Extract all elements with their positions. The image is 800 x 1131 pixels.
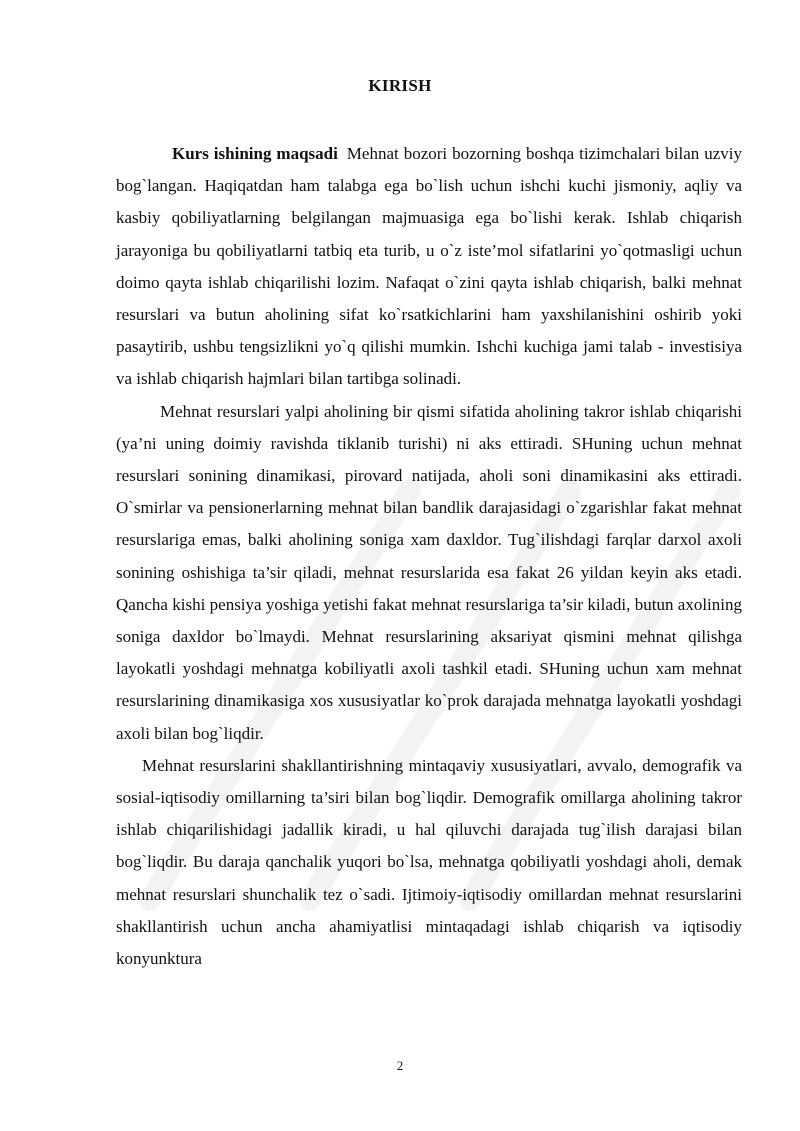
page-title: KIRISH [368,76,432,95]
paragraph-3: Mehnat resurslarini shakllantirishning mintaqaviy xususiyatlari, avvalo, demografik va sosial-iqtisodiy omillarning ta’siri bilan bog`liqdir. Demografik omillarga aholining takror ishlab chiqarilishidagi jadallik kiradi, u hal qiluvchi darajada tug`ilish darajasi bilan bog`liqdir. Bu daraja qanchalik yuqori bo`lsa, mehnatga qobiliyatli yoshdagi aholi, demak mehnat resurslari shunchalik tez o`sadi. Ijtimoiy-iqtisodiy omillardan mehnat resurslarini shakllantirish uchun ancha ahamiyatlisi mintaqadagi ishlab chiqarish va iqtisodiy konyunktura [116,755,742,969]
lead-phrase: Kurs ishining maqsadi [172,144,338,163]
paragraph-1 [116,138,742,396]
page-number: 2 [396,1058,404,1073]
paragraph-1-text: Mehnat bozori bozorning boshqa tizimchalari bilan uzviy bog`langan. Haqiqatdan ham talabga ega bo`lish uchun ishchi kuchi jismoniy, aqliy va kasbiy qobiliyatlarning belgilangan majmuasiga ega bo`lishi kerak. Ishlab chiqarish jarayoniga bu qobiliyatlarni tatbiq eta turib, u o`z iste’mol sifatlarini yo`qotmasligi uchun doimo qayta ishlab chiqarilishi lozim. Nafaqat o`zini qayta ishlab chiqarish, balki mehnat resurslari va butun aholining sifat ko`rsatkichlarini ham yaxshilanishini oshirib yoki pasaytirib, ushbu tengsizlikni yo`q qilishi mumkin. Ishchi kuchiga jami talab - investisiya va ishlab chiqarish hajmlari bilan tartibga solinadi. [116,144,742,389]
document-body [116,138,742,975]
paragraph-2: Mehnat resurslari yalpi aholining bir qismi sifatida aholining takror ishlab chiqarishi (ya’ni uning doimiy ravishda tiklanib turishi) ni aks ettiradi. SHuning uchun mehnat resurslari sonining dinamikasi, pirovard natijada, aholi soni dinamikasini aks ettiradi. O`smirlar va pensionerlarning mehnat bilan bandlik darajasidagi o`zgarishlar fakat mehnat resurslariga emas, balki aholining soniga xam daxldor. Tug`ilishdagi farqlar darxol axoli sonining oshishiga ta’sir qiladi, mehnat resurslarida esa fakat 26 yildan keyin aks etadi. Qancha kishi pensiya yoshiga yetishi fakat mehnat resurslariga ta’sir kiladi, butun axolining soniga daxldor bo`lmaydi. Mehnat resurslarining aksariyat qismini mehnat qilishga layokatli yoshdagi mehnatga kobiliyatli axoli tashkil etadi. SHuning uchun xam mehnat resurslarining dinamikasiga xos xususiyatlar ko`prok darajada mehnatga layokatli yoshdagi axoli bilan bog`liqdir. [116,401,742,743]
